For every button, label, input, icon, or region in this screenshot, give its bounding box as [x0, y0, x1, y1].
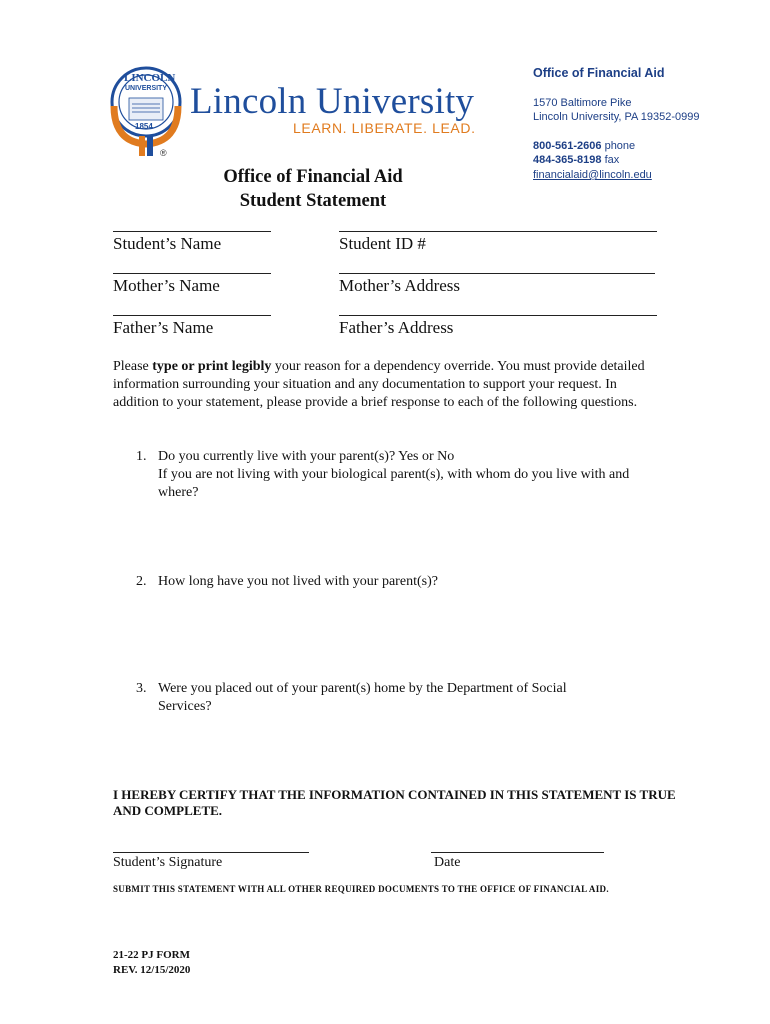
mother-name-label: Mother’s Name — [113, 276, 220, 295]
date-label: Date — [434, 855, 461, 870]
question-1-followup: If you are not living with your biological parent(s), with whom do you live with and where? — [158, 467, 630, 500]
signature-label: Student’s Signature — [113, 855, 223, 870]
contact-fax — [533, 154, 619, 166]
mother-address-line[interactable] — [339, 273, 655, 274]
answer-3-area[interactable] — [158, 720, 653, 780]
fax-label: fax — [601, 154, 620, 166]
father-address-line[interactable] — [339, 315, 657, 316]
contact-phone — [533, 140, 635, 152]
date-line[interactable] — [431, 852, 604, 853]
form-revision: REV. 12/15/2020 — [113, 964, 191, 976]
submit-note: SUBMIT THIS STATEMENT WITH ALL OTHER REQUIRED DOCUMENTS TO THE OFFICE OF FINANCIAL AID. — [113, 884, 609, 894]
student-name-label: Student’s Name — [113, 234, 222, 253]
question-1-number: 1. — [136, 449, 147, 464]
phone-number: 800-561-2606 — [533, 140, 602, 152]
seal-year: 1854 — [135, 122, 153, 131]
phone-label: phone — [601, 140, 636, 152]
contact-title: Office of Financial Aid — [533, 66, 665, 80]
page-title: Office of Financial Aid — [223, 167, 403, 187]
student-name-line[interactable] — [113, 231, 271, 232]
father-name-line[interactable] — [113, 315, 271, 316]
answer-1-area[interactable] — [158, 510, 653, 565]
question-1 — [158, 448, 653, 502]
mother-address-label: Mother’s Address — [339, 276, 461, 295]
university-tagline: LEARN. LIBERATE. LEAD. — [293, 120, 476, 136]
contact-email — [533, 169, 652, 181]
seal-lettering: LINCOLN — [124, 72, 176, 84]
instructions-pre: Please — [113, 359, 153, 374]
seal-lettering-2: UNIVERSITY — [125, 85, 168, 92]
question-3-number: 3. — [136, 681, 147, 696]
father-address-label: Father’s Address — [339, 318, 454, 337]
question-2-text: How long have you not lived with your parent(s)? — [158, 574, 438, 589]
mother-name-line[interactable] — [113, 273, 271, 274]
fax-number: 484-365-8198 — [533, 154, 602, 166]
contact-address-line1: 1570 Baltimore Pike — [533, 97, 632, 109]
student-id-label: Student ID # — [339, 234, 426, 253]
university-name: Lincoln University — [190, 81, 475, 122]
page-subtitle: Student Statement — [239, 191, 387, 211]
question-1-text: Do you currently live with your parent(s)? Yes or No — [158, 449, 455, 464]
contact-address-line2: Lincoln University, PA 19352-0999 — [533, 111, 700, 123]
registered-mark: ® — [160, 148, 167, 158]
instructions-paragraph — [113, 358, 653, 412]
father-name-label: Father’s Name — [113, 318, 214, 337]
instructions-bold: type or print legibly — [152, 359, 272, 374]
instructions-post: your reason for a dependency override. You must provide detailed information surrounding your situation and any documentation to support your request. In addition to your statement, please provide a brief response to each of the following questions. — [113, 359, 645, 410]
signature-line[interactable] — [113, 852, 309, 853]
question-3-text: Were you placed out of your parent(s) home by the Department of Social Services? — [158, 681, 567, 714]
student-id-line[interactable] — [339, 231, 657, 232]
certification-statement: I HEREBY CERTIFY THAT THE INFORMATION CONTAINED IN THIS STATEMENT IS TRUE AND COMPLETE. — [113, 787, 676, 818]
question-2-number: 2. — [136, 574, 147, 589]
form-id: 21-22 PJ FORM — [113, 949, 190, 961]
email-link[interactable]: financialaid@lincoln.edu — [533, 169, 652, 181]
answer-2-area[interactable] — [158, 595, 653, 675]
